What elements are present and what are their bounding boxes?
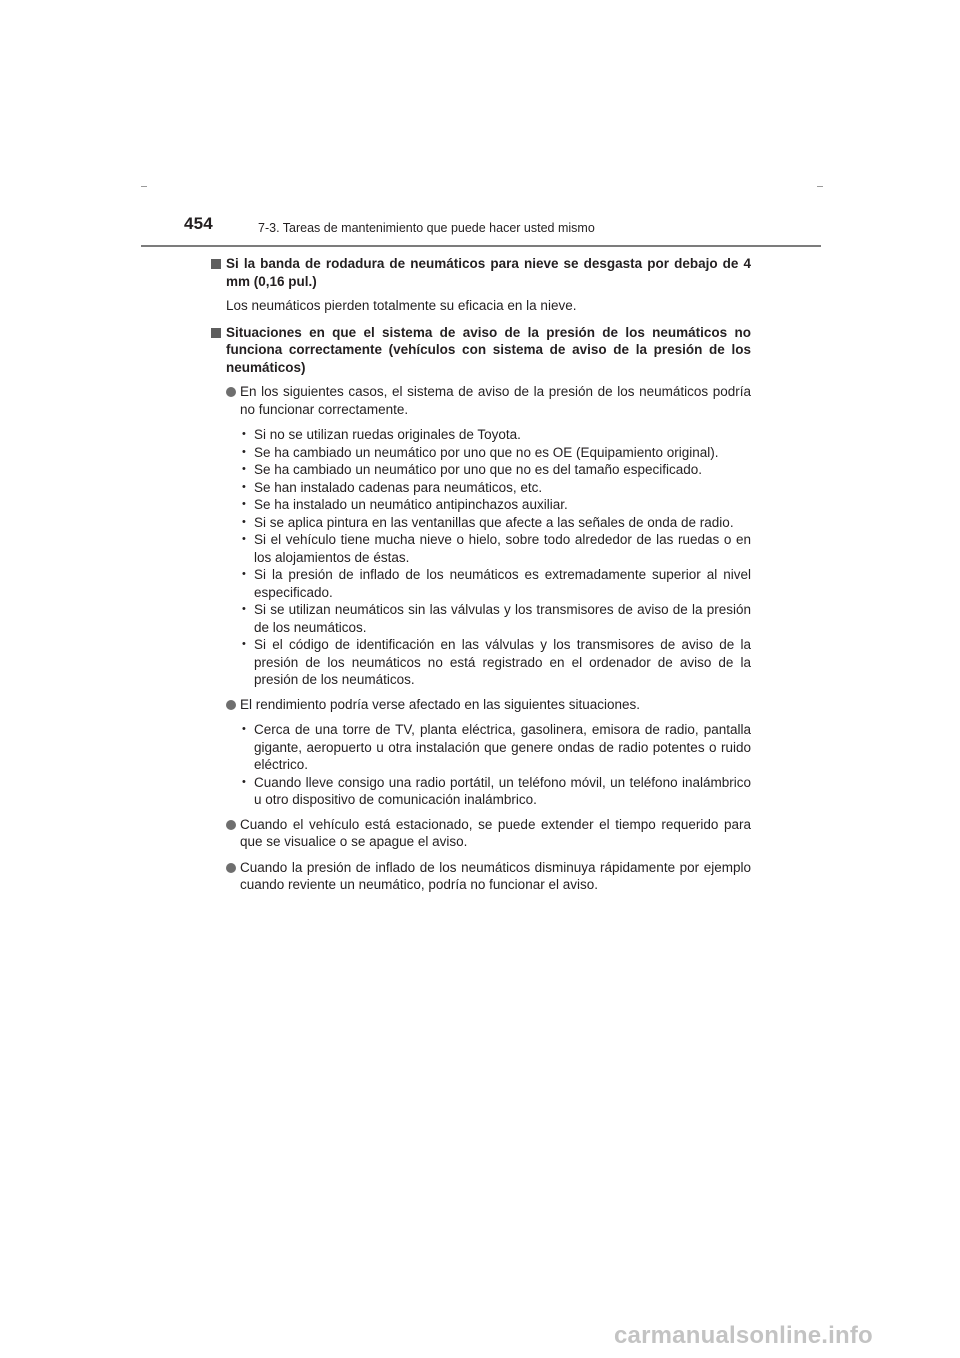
- section-title: 7-3. Tareas de mantenimiento que puede hacer usted mismo: [258, 221, 595, 235]
- section-heading-text: Si la banda de rodadura de neumáticos para nieve se desgasta por debajo de 4 mm (0,16 pul.): [226, 256, 751, 289]
- section-body-text: Los neumáticos pierden totalmente su eficacia en la nieve.: [226, 298, 577, 313]
- circle-bullet-icon: [226, 820, 236, 830]
- sub-list-item: • Si no se utilizan ruedas originales de Toyota.: [211, 426, 751, 444]
- header-divider: [141, 245, 821, 247]
- list-item-text: Cuando el vehículo está estacionado, se puede extender el tiempo requerido para que se visualice o se apague el aviso.: [240, 816, 751, 849]
- sub-list-item: • Si el código de identificación en las válvulas y los transmisores de aviso de la presión de los neumáticos no está registrado en el ordenador de aviso de la presión de los neumáticos.: [211, 636, 751, 689]
- sub-list-item: • Se ha cambiado un neumático por uno que no es del tamaño especificado.: [211, 461, 751, 479]
- section-heading: [211, 255, 751, 290]
- sub-list-item: • Si la presión de inflado de los neumáticos es extremadamente superior al nivel especificado.: [211, 566, 751, 601]
- sub-list-item: • Si se aplica pintura en las ventanillas que afecte a las señales de onda de radio.: [211, 514, 751, 532]
- watermark: carmanualsonline.info: [614, 1322, 873, 1349]
- sub-list: [211, 721, 751, 809]
- list-item-text: Cuando la presión de inflado de los neumáticos disminuya rápidamente por ejemplo cuando reviente un neumático, podría no funcionar el aviso.: [240, 859, 751, 892]
- list-item-text: El rendimiento podría verse afectado en las siguientes situaciones.: [240, 696, 640, 712]
- sub-list-item: • Cuando lleve consigo una radio portátil, un teléfono móvil, un teléfono inalámbrico u otro dispositivo de comunicación inalámbrico.: [211, 774, 751, 809]
- sub-list: [211, 426, 751, 689]
- crop-mark-right: [817, 186, 823, 187]
- sub-list-item: • Se han instalado cadenas para neumáticos, etc.: [211, 479, 751, 497]
- circle-bullet-icon: [226, 700, 236, 710]
- crop-mark-left: [141, 186, 147, 187]
- list-item: [211, 696, 751, 714]
- sub-list-item: • Si se utilizan neumáticos sin las válvulas y los transmisores de aviso de la presión de los neumáticos.: [211, 601, 751, 636]
- square-bullet-icon: [211, 328, 221, 338]
- circle-bullet-icon: [226, 863, 236, 873]
- sub-list-item: • Cerca de una torre de TV, planta eléctrica, gasolinera, emisora de radio, pantalla gigante, aeropuerto u otra instalación que genere ondas de radio potentes o ruido eléctrico.: [211, 721, 751, 774]
- list-item: [211, 816, 751, 851]
- circle-bullet-icon: [226, 387, 236, 397]
- sub-list-item: • Se ha instalado un neumático antipinchazos auxiliar.: [211, 496, 751, 514]
- section-heading-text: Situaciones en que el sistema de aviso de la presión de los neumáticos no funciona correctamente (vehículos con sistema de aviso de la presión de los neumáticos): [226, 324, 751, 375]
- sub-list-item: • Si el vehículo tiene mucha nieve o hielo, sobre todo alrededor de las ruedas o en los alojamientos de éstas.: [211, 531, 751, 566]
- section-heading: [211, 324, 751, 377]
- list-item-text: En los siguientes casos, el sistema de aviso de la presión de los neumáticos podría no funcionar correctamente.: [240, 384, 751, 417]
- page-number: 454: [184, 214, 213, 233]
- page-header: [184, 214, 824, 244]
- page-content: [211, 255, 751, 902]
- list-item: [211, 859, 751, 894]
- square-bullet-icon: [211, 259, 221, 269]
- list-item: [211, 383, 751, 418]
- sub-list-item: • Se ha cambiado un neumático por uno que no es OE (Equipamiento original).: [211, 444, 751, 462]
